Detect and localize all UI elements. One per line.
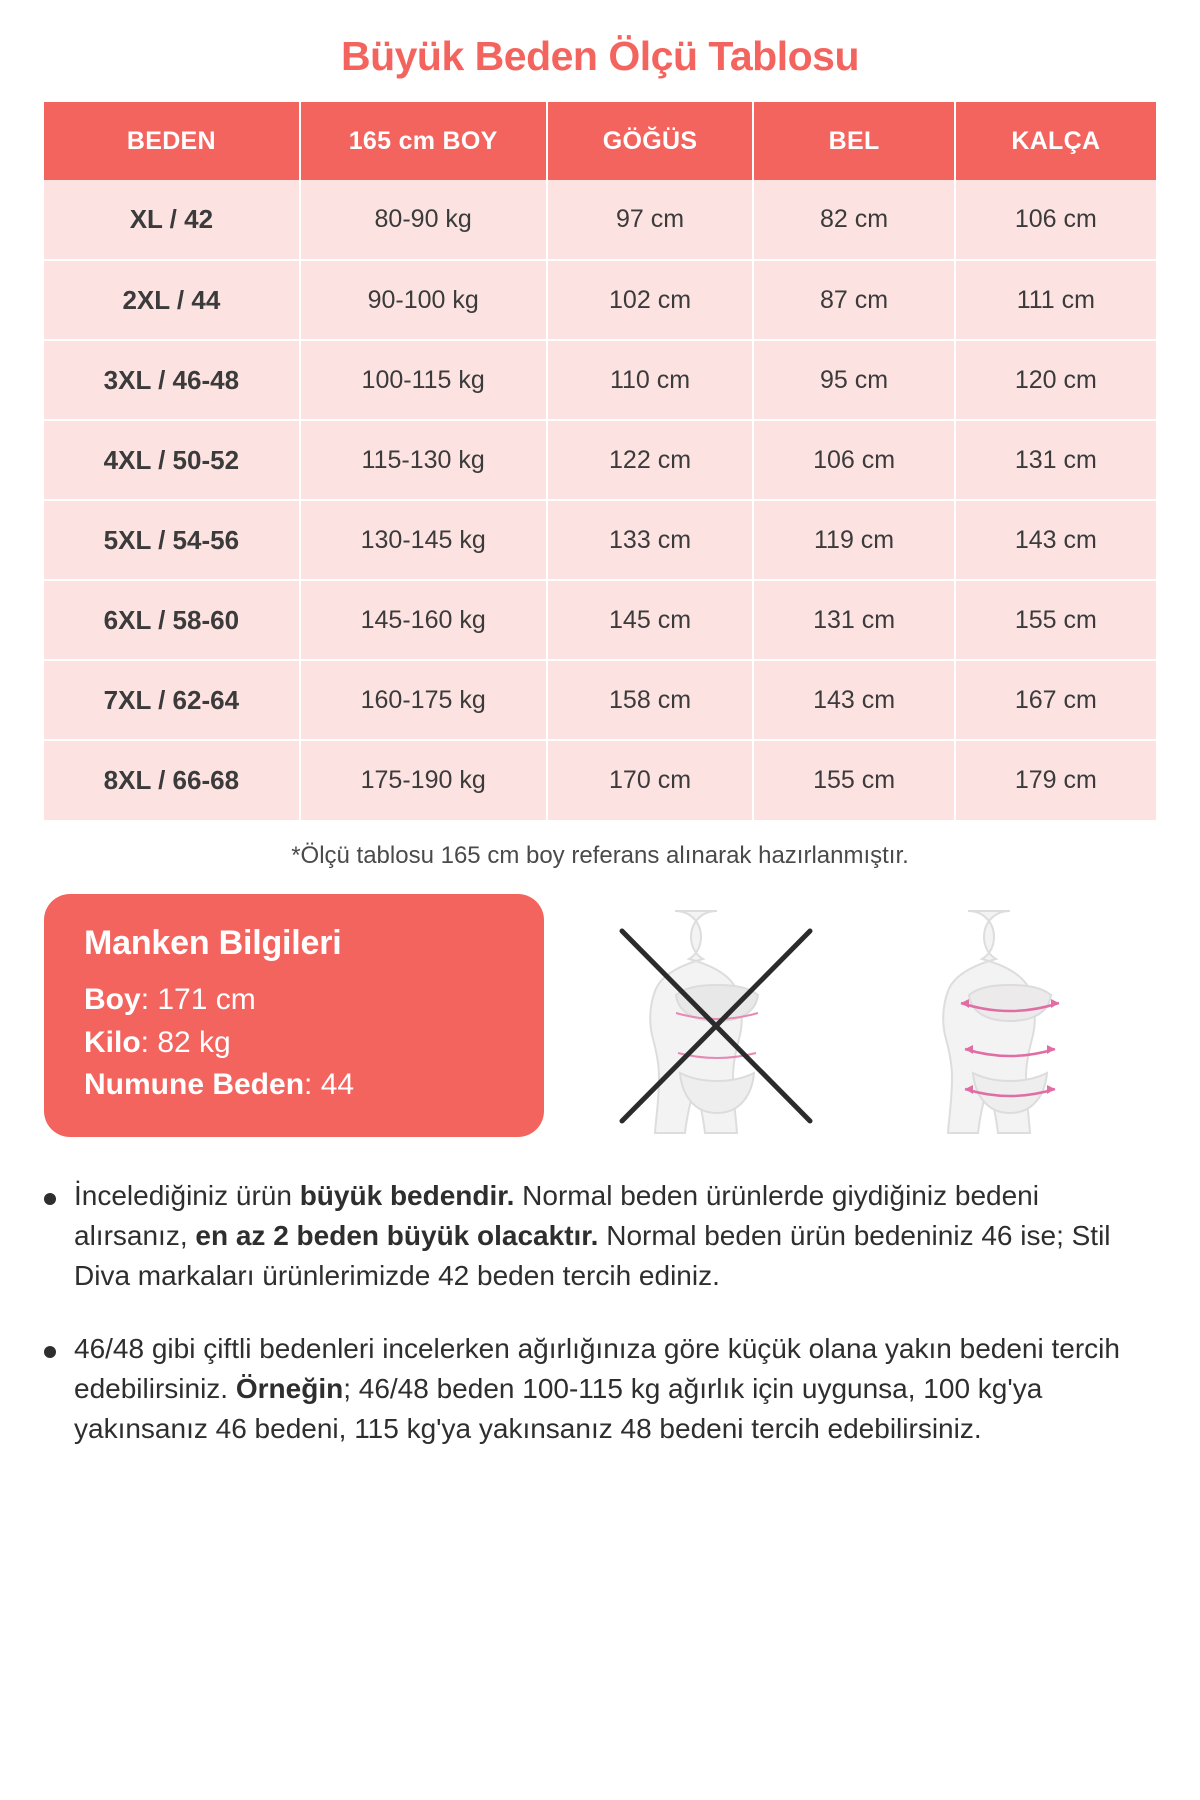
table-row — [44, 180, 1156, 260]
cell-boy: 80-90 kg — [300, 180, 547, 260]
cell-bel: 143 cm — [753, 660, 954, 740]
model-and-figures — [44, 894, 1156, 1144]
cell-beden: 7XL / 62-64 — [44, 660, 300, 740]
table-row — [44, 660, 1156, 740]
cell-beden: 5XL / 54-56 — [44, 500, 300, 580]
cell-gogus: 158 cm — [547, 660, 754, 740]
cell-gogus: 122 cm — [547, 420, 754, 500]
cell-bel: 131 cm — [753, 580, 954, 660]
table-row — [44, 580, 1156, 660]
cell-gogus: 133 cm — [547, 500, 754, 580]
table-header-gogus: GÖĞÜS — [547, 102, 754, 180]
bullet-icon — [44, 1346, 56, 1358]
model-sample-size-line — [84, 1064, 510, 1107]
cell-bel: 87 cm — [753, 260, 954, 340]
model-info-heading: Manken Bilgileri — [84, 924, 342, 962]
cell-boy: 175-190 kg — [300, 740, 547, 820]
model-info-card — [44, 894, 544, 1137]
note-item — [44, 1176, 1160, 1295]
cell-gogus: 145 cm — [547, 580, 754, 660]
cell-boy: 160-175 kg — [300, 660, 547, 740]
cell-kalca: 120 cm — [955, 340, 1156, 420]
model-sample-size-value: : 44 — [304, 1068, 355, 1102]
correct-measurement-figure — [895, 903, 1125, 1143]
model-weight-label: Kilo — [84, 1025, 141, 1059]
cell-beden: 4XL / 50-52 — [44, 420, 300, 500]
cell-kalca: 106 cm — [955, 180, 1156, 260]
wrong-measurement-figure — [602, 903, 832, 1143]
cell-boy: 115-130 kg — [300, 420, 547, 500]
cell-bel: 106 cm — [753, 420, 954, 500]
cell-bel: 95 cm — [753, 340, 954, 420]
model-height-line — [84, 979, 510, 1022]
model-sample-size-label: Numune Beden — [84, 1068, 305, 1102]
table-header-boy: 165 cm BOY — [300, 102, 547, 180]
table-row — [44, 740, 1156, 820]
table-header-row — [44, 102, 1156, 180]
cell-beden: 2XL / 44 — [44, 260, 300, 340]
model-height-value: : 171 cm — [140, 983, 256, 1016]
page-title: Büyük Beden Ölçü Tablosu — [340, 33, 860, 79]
cell-boy: 130-145 kg — [300, 500, 547, 580]
cell-boy: 100-115 kg — [300, 340, 547, 420]
cell-boy: 145-160 kg — [300, 580, 547, 660]
cell-kalca: 167 cm — [955, 660, 1156, 740]
note-text-2: 46/48 gibi çiftli bedenleri incelerken ağırlığınıza göre küçük olana yakın bedeni tercih edebilirsiniz. Örneğin; 46/48 beden 100-115 kg ağırlık için uygunsa, 100 kg'ya yakınsanız 46 bedeni, 115 kg'ya yakınsanız 48 bedeni tercih edebilirsiniz. — [74, 1333, 1120, 1444]
table-row — [44, 500, 1156, 580]
cell-bel: 155 cm — [753, 740, 954, 820]
cell-gogus: 110 cm — [547, 340, 754, 420]
cell-kalca: 155 cm — [955, 580, 1156, 660]
cell-gogus: 97 cm — [547, 180, 754, 260]
cell-gogus: 102 cm — [547, 260, 754, 340]
notes-list — [44, 1176, 1160, 1449]
table-header-bel: BEL — [753, 102, 954, 180]
table-row — [44, 340, 1156, 420]
measurement-figures — [570, 894, 1156, 1144]
bullet-icon — [44, 1193, 56, 1205]
cell-bel: 119 cm — [753, 500, 954, 580]
table-header-beden: BEDEN — [44, 102, 300, 180]
cell-beden: 3XL / 46-48 — [44, 340, 300, 420]
table-footnote: *Ölçü tablosu 165 cm boy referans alınarak hazırlanmıştır. — [291, 842, 909, 869]
cell-kalca: 131 cm — [955, 420, 1156, 500]
note-item — [44, 1329, 1160, 1448]
cell-kalca: 179 cm — [955, 740, 1156, 820]
table-row — [44, 420, 1156, 500]
cell-gogus: 170 cm — [547, 740, 754, 820]
note-text-1: İncelediğiniz ürün büyük bedendir. Normal beden ürünlerde giydiğiniz bedeni alırsanız, en az 2 beden büyük olacaktır. Normal beden ürün bedeniniz 46 ise; Stil Diva markaları ürünlerimizde 42 beden tercih ediniz. — [74, 1180, 1111, 1291]
cell-boy: 90-100 kg — [300, 260, 547, 340]
cell-kalca: 111 cm — [955, 260, 1156, 340]
cell-kalca: 143 cm — [955, 500, 1156, 580]
table-row — [44, 260, 1156, 340]
model-height-label: Boy — [84, 983, 141, 1016]
cell-beden: 8XL / 66-68 — [44, 740, 300, 820]
size-table — [44, 102, 1156, 820]
cell-beden: 6XL / 58-60 — [44, 580, 300, 660]
cell-bel: 82 cm — [753, 180, 954, 260]
model-weight-line — [84, 1022, 510, 1065]
size-table-container — [44, 102, 1156, 820]
model-weight-value: : 82 kg — [140, 1025, 231, 1059]
cell-beden: XL / 42 — [44, 180, 300, 260]
table-header-kalca: KALÇA — [955, 102, 1156, 180]
